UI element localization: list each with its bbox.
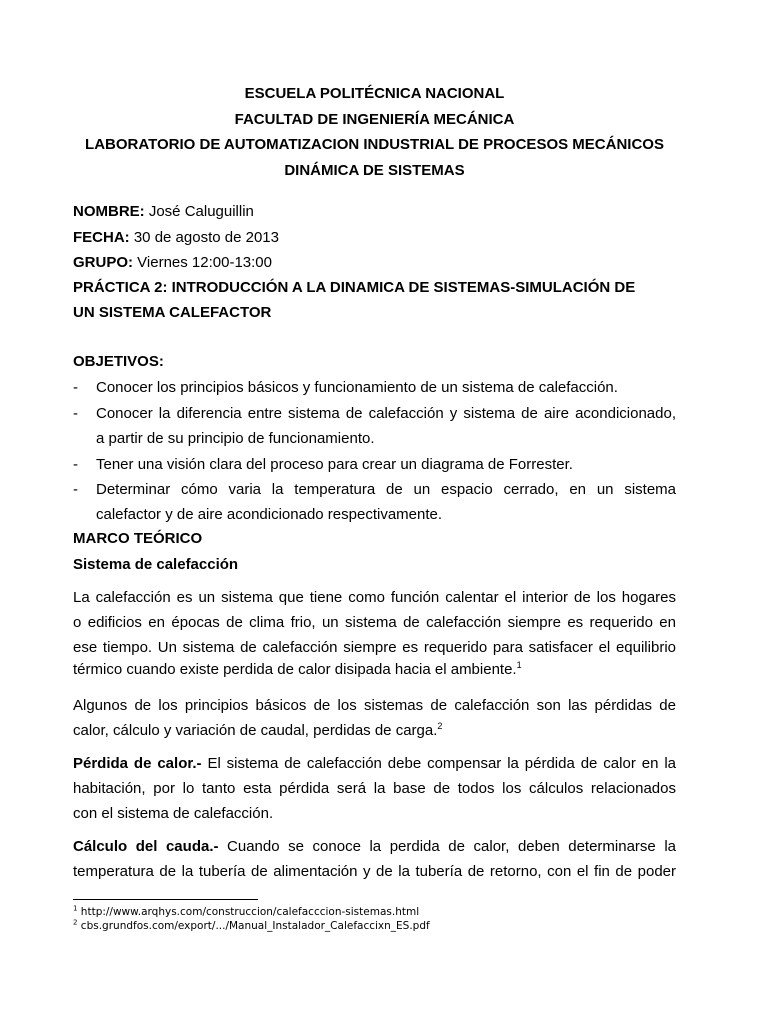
course-title: DINÁMICA DE SISTEMAS [284, 162, 465, 179]
objective-item-3: Tener una visión clara del proceso para crear un diagrama de Forrester. [96, 456, 573, 473]
objective-bullet: - [73, 379, 78, 396]
paragraph-1-text: térmico cuando existe perdida de calor disipada hacia el ambiente. [73, 661, 517, 678]
name-value: José Caluguillin [144, 203, 254, 220]
theory-title: MARCO TEÓRICO [73, 530, 203, 547]
paragraph-4-line-2: temperatura de la tubería de alimentación y de la tubería de retorno, con el fin de poder [73, 863, 676, 880]
paragraph-2-text: calor, cálculo y variación de caudal, perdidas de carga. [73, 722, 438, 739]
paragraph-3-line-1 [73, 755, 676, 773]
footnote-2-number: 2 [73, 918, 78, 927]
group-label: GRUPO: [73, 254, 133, 271]
paragraph-1-line-3: ese tiempo. Un sistema de calefacción siempre es requerido para satisfacer el equilibrio [73, 639, 676, 656]
footnote-1[interactable] [73, 906, 419, 919]
paragraph-3-text: El sistema de calefacción debe compensar la pérdida de calor en la [201, 755, 676, 772]
date-row [73, 229, 676, 247]
school-title: ESCUELA POLITÉCNICA NACIONAL [244, 85, 505, 102]
group-row [73, 254, 676, 272]
paragraph-1-line-2: o edificios en épocas de clima frio, un sistema de calefacción siempre es requerido en [73, 614, 676, 631]
theory-subtitle: Sistema de calefacción [73, 556, 239, 573]
footnote-1-number: 1 [73, 904, 78, 913]
name-label: NOMBRE: [73, 203, 145, 220]
paragraph-1-line-1: La calefacción es un sistema que tiene como función calentar el interior de los hogares [73, 589, 676, 606]
objective-item-1: Conocer los principios básicos y funcionamiento de un sistema de calefacción. [96, 379, 618, 396]
paragraph-3-line-2: habitación, por lo tanto esta pérdida será la base de todos los cálculos relacionados [73, 780, 676, 797]
paragraph-4-text: Cuando se conoce la perdida de calor, deben determinarse la [218, 838, 676, 855]
footnote-1-link[interactable]: http://www.arqhys.com/construccion/calefacccion-sistemas.html [77, 906, 420, 918]
footnote-separator [73, 899, 258, 900]
document-page [73, 0, 676, 1024]
footnote-2[interactable] [73, 920, 430, 933]
paragraph-2-line-2 [73, 722, 676, 740]
practice-title-line-2: UN SISTEMA CALEFACTOR [73, 304, 272, 321]
objective-item-4-cont: calefactor y de aire acondicionado respectivamente. [96, 506, 443, 523]
objective-bullet: - [73, 405, 78, 422]
objective-bullet: - [73, 456, 78, 473]
practice-title-line-1: PRÁCTICA 2: INTRODUCCIÓN A LA DINAMICA DE SISTEMAS-SIMULACIÓN DE [73, 279, 636, 296]
footnote-ref-2[interactable]: 2 [437, 721, 443, 731]
footnote-2-link[interactable]: cbs.grundfos.com/export/.../Manual_Instalador_Calefaccixn_ES.pdf [77, 920, 430, 932]
objective-bullet: - [73, 481, 78, 498]
objective-item-2-cont: a partir de su principio de funcionamiento. [96, 430, 375, 447]
objective-item-2: Conocer la diferencia entre sistema de calefacción y sistema de aire acondicionado, [96, 405, 676, 422]
objective-item-4: Determinar cómo varia la temperatura de un espacio cerrado, en un sistema [96, 481, 676, 498]
date-label: FECHA: [73, 229, 130, 246]
lab-title: LABORATORIO DE AUTOMATIZACION INDUSTRIAL DE PROCESOS MECÁNICOS [85, 136, 664, 153]
name-row [73, 203, 676, 221]
paragraph-4-line-1 [73, 838, 676, 856]
paragraph-3-line-3: con el sistema de calefacción. [73, 805, 274, 822]
paragraph-1-line-4 [73, 661, 676, 679]
faculty-title: FACULTAD DE INGENIERÍA MECÁNICA [234, 111, 515, 128]
date-value: 30 de agosto de 2013 [129, 229, 279, 246]
paragraph-2-line-1: Algunos de los principios básicos de los sistemas de calefacción son las pérdidas de [73, 697, 676, 714]
objectives-title: OBJETIVOS: [73, 353, 164, 370]
heat-loss-label: Pérdida de calor.- [73, 755, 202, 772]
group-value: Viernes 12:00-13:00 [133, 254, 272, 271]
footnote-ref-1[interactable]: 1 [516, 660, 522, 670]
flow-calc-label: Cálculo del cauda.- [73, 838, 219, 855]
